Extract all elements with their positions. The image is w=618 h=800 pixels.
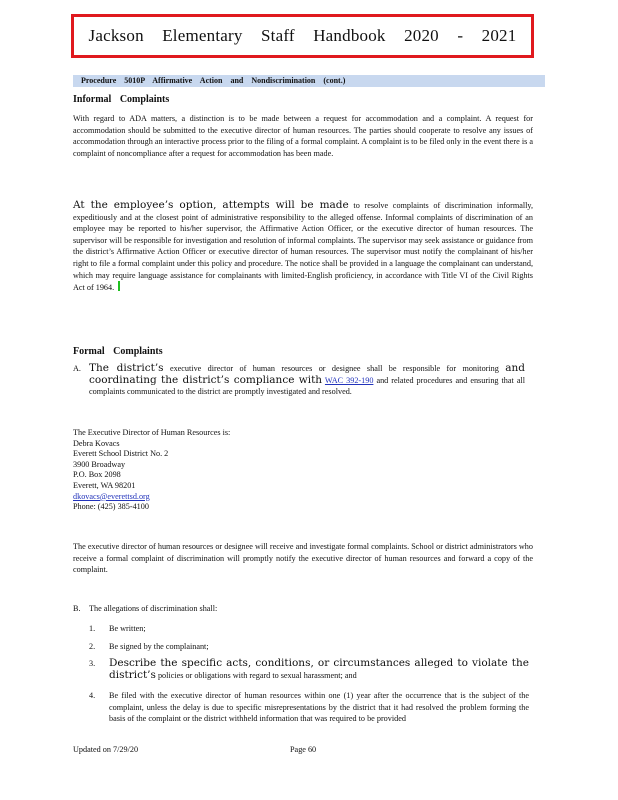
item-3-body — [109, 658, 529, 681]
item-a-text-2: and related procedures and ensuring that all complaints communicated to the district are promptly investigated and resolved. — [89, 375, 525, 397]
item-a-lead: The district’s — [89, 362, 164, 374]
allegation-item-1 — [89, 623, 529, 635]
informal-paragraph-2 — [73, 200, 533, 294]
formal-paragraph-3: The executive director of human resources or designee will receive and investigate formal complaints. School or district administrators who receive a formal complaint of discrimination will promptly notify the executive director of human resources and forward a copy of the complaint. — [73, 542, 533, 575]
formal-item-b — [73, 603, 533, 615]
item-3-text: policies or obligations with regard to sexual harassment; and — [157, 670, 357, 680]
text-cursor — [118, 281, 120, 291]
item-b-text: The allegations of discrimination shall: — [89, 604, 218, 613]
contact-email-link[interactable]: dkovacs@everettsd.org — [73, 491, 150, 501]
contact-intro: The Executive Director of Human Resources is: — [73, 428, 231, 437]
item-a-text-1: executive director of human resources or designee shall be responsible for monitoring — [169, 364, 499, 373]
item-2-text: Be signed by the complainant; — [109, 642, 209, 651]
contact-street: 3900 Broadway — [73, 459, 126, 469]
item-4-number: 4. — [89, 691, 96, 700]
item-2-number: 2. — [89, 642, 96, 651]
contact-pobox: P.O. Box 2098 — [73, 470, 121, 480]
handbook-title: Jackson Elementary Staff Handbook 2020 - 2021 — [71, 14, 534, 58]
item-a-text — [89, 363, 525, 398]
footer-page-number: Page 60 — [290, 745, 317, 754]
item-4-text: Be filed with the executive director of human resources within one (1) year after the occurrence that is the subject of the complaint, unless the delay is due to specific misrepresentations by the district that it had resolved the problem forming the basis of the complaint or the district withheld information that was required to be provided — [109, 691, 529, 724]
informal-paragraph-2-lead: At the employee’s option, attempts will be made — [73, 199, 349, 211]
allegation-item-2 — [89, 641, 529, 653]
informal-complaints-heading: Informal Complaints — [73, 94, 170, 105]
item-1-text: Be written; — [109, 624, 146, 633]
item-3-number: 3. — [89, 659, 96, 668]
procedure-bar: Procedure 5010P Affirmative Action and Nondiscrimination (cont.) — [73, 75, 545, 87]
wac-link[interactable]: WAC 392-190 — [324, 375, 374, 385]
informal-paragraph-2-body: to resolve complaints of discrimination informally, expeditiously and at the closest point of administrative responsibility to the alleged offense. Informal complaints of discrimination of an employee may be reported to his/her supervisor, the Affirmative Action Officer, or the executive director of human resources. The supervisor will be responsible for investigation and resolution of informal complaints. The supervisor may seek assistance or guidance from the district’s Affirmative Action Officer or executive director of human resources. The supervisor must notify the complainant of his/her right to file a formal complaint under this policy and procedure. The notice shall be provided in a language the complainant can understand, which may require language assistance for complainants with limited-English proficiency, in accordance with Title VI of the Civil Rights Act of 1964. — [73, 201, 533, 293]
item-3-big: Describe the specific acts, conditions, or circumstances alleged to violate the district’s — [109, 657, 529, 681]
contact-city: Everett, WA 98201 — [73, 480, 136, 490]
item-a-marker: A. — [73, 364, 81, 373]
informal-paragraph-1: With regard to ADA matters, a distinction is to be made between a request for accommodation and a complaint. A request for accommodation should be submitted to the executive director of human resources. The parties should cooperate to resolve any issues of accommodation through an interactive process prior to the filing of a formal complaint. A complaint is to be filed only in the event there is a complaint of noncompliance after a request for accommodation has been made. — [73, 114, 533, 158]
item-a-big: and coordinating the district’s compliance with — [89, 362, 526, 386]
footer-updated: Updated on 7/29/20 — [73, 745, 139, 754]
item-b-marker: B. — [73, 604, 81, 613]
contact-name: Debra Kovacs — [73, 438, 120, 448]
item-1-number: 1. — [89, 624, 96, 633]
contact-org: Everett School District No. 2 — [73, 449, 169, 459]
contact-block — [73, 428, 373, 513]
contact-phone: Phone: (425) 385-4100 — [73, 502, 149, 512]
formal-complaints-heading: Formal Complaints — [73, 346, 163, 357]
